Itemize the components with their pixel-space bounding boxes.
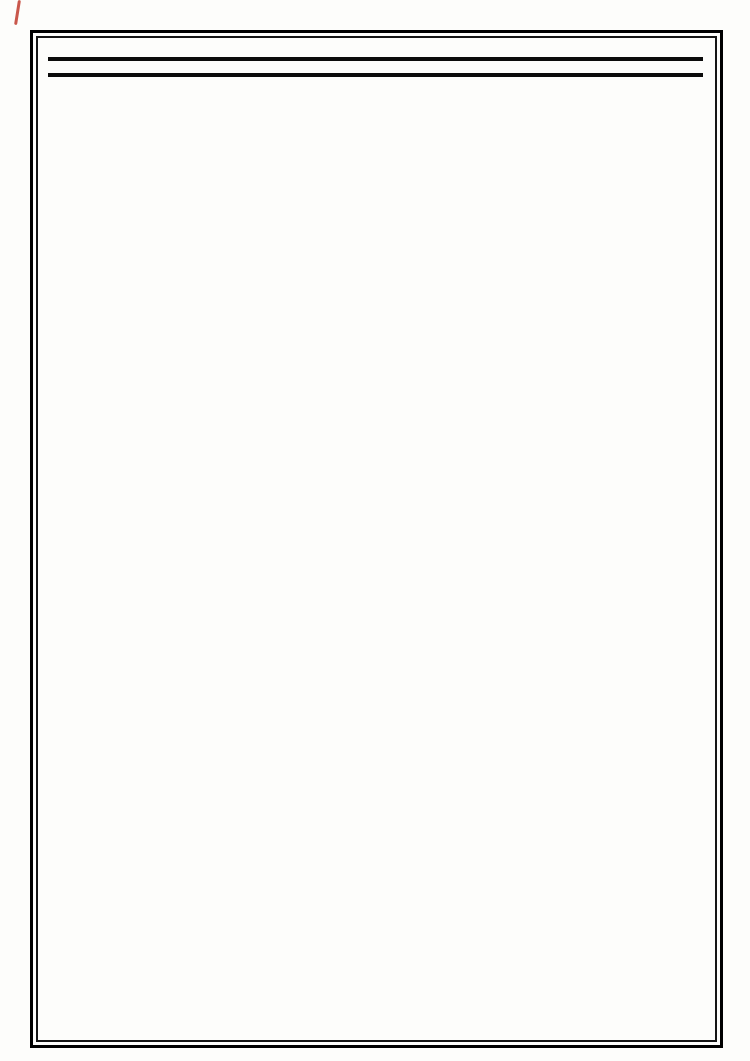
q5-header-bar xyxy=(48,73,703,77)
red-pen-mark xyxy=(14,0,21,25)
page-content xyxy=(38,38,715,1040)
q4-header-bar xyxy=(48,57,703,61)
page-border-frame xyxy=(30,30,723,1048)
page-border-inner xyxy=(36,36,717,1042)
